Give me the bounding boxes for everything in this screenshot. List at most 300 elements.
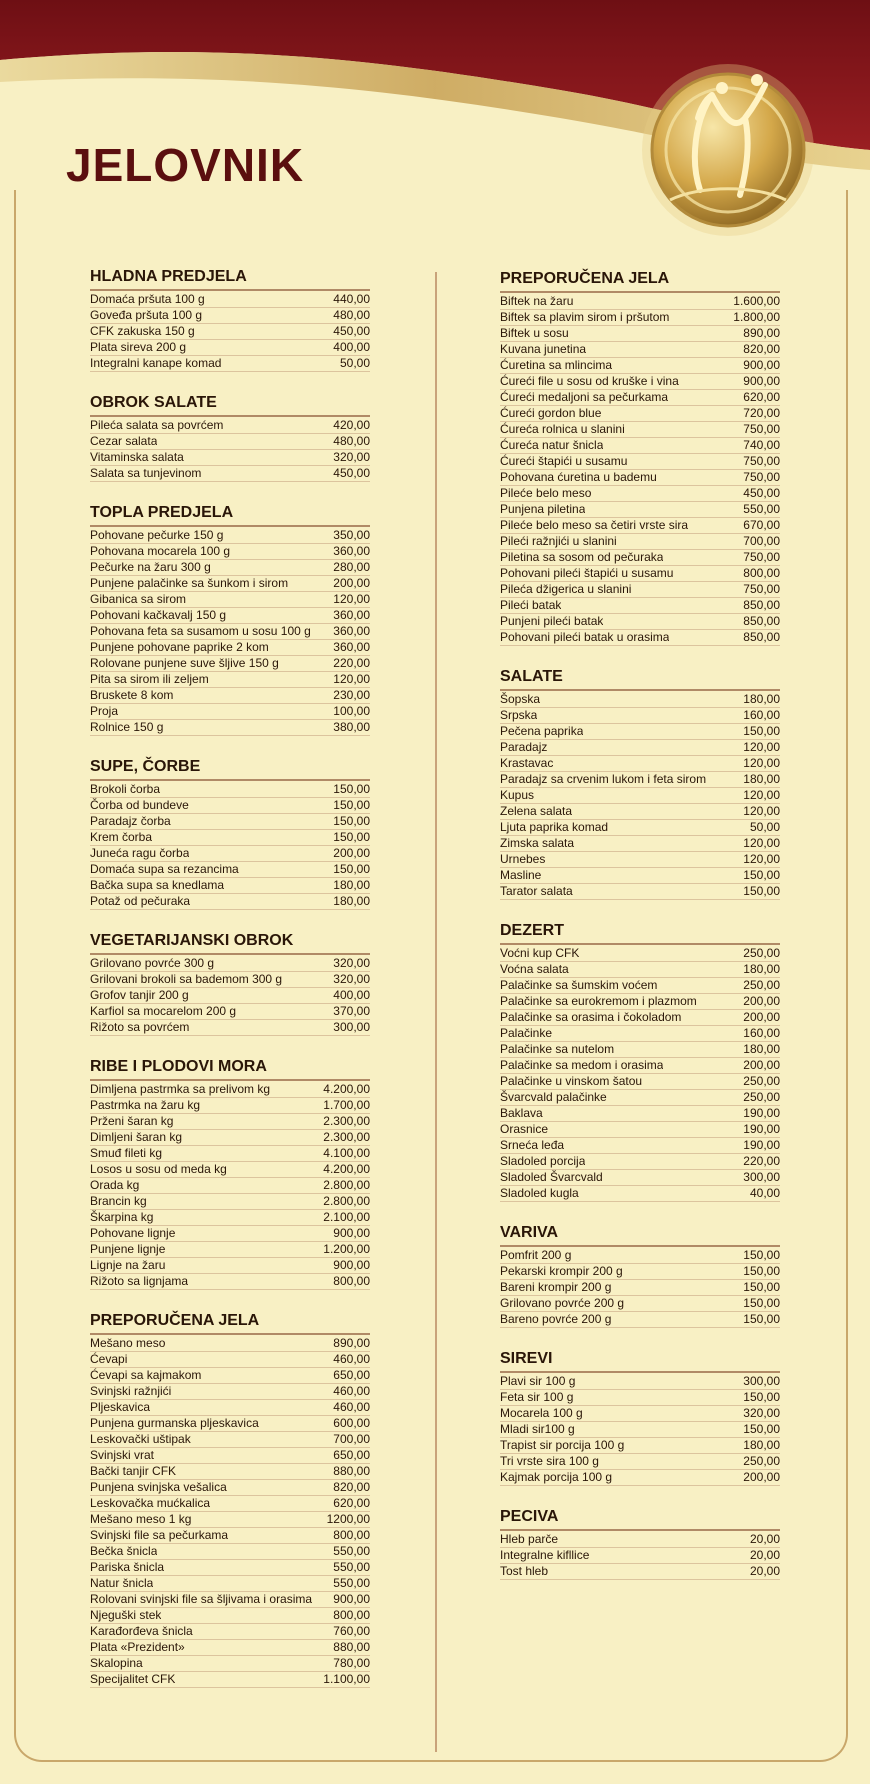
menu-section-obrok-salate [90, 394, 370, 482]
menu-item-price: 750,00 [743, 582, 780, 596]
menu-item-name: Losos u sosu od meda kg [90, 1162, 227, 1176]
menu-section-supe-corbe [90, 758, 370, 910]
menu-item-price: 850,00 [743, 598, 780, 612]
menu-item [90, 1258, 370, 1274]
menu-item [90, 1352, 370, 1368]
menu-item-name: Pileća džigerica u slanini [500, 582, 632, 596]
menu-item-name: Pohovani pileći štapići u susamu [500, 566, 674, 580]
menu-item-name: Karađorđeva šnicla [90, 1624, 193, 1638]
menu-item [500, 1532, 780, 1548]
menu-item-price: 800,00 [333, 1608, 370, 1622]
menu-item [90, 704, 370, 720]
menu-item-name: Rolovani svinjski file sa šljivama i orasima [90, 1592, 313, 1606]
menu-item-price: 120,00 [743, 836, 780, 850]
menu-item-price: 150,00 [743, 1296, 780, 1310]
menu-item-price: 4.200,00 [323, 1162, 370, 1176]
menu-item-price: 320,00 [743, 1406, 780, 1420]
menu-section-topla-predjela [90, 504, 370, 736]
menu-item-name: Ljuta paprika komad [500, 820, 609, 834]
menu-item [90, 688, 370, 704]
menu-item [90, 1226, 370, 1242]
menu-item-name: Skalopina [90, 1656, 143, 1670]
menu-item [500, 422, 780, 438]
menu-item-name: Bareni krompir 200 g [500, 1280, 612, 1294]
menu-item-name: Sladoled porcija [500, 1154, 586, 1168]
menu-item-price: 800,00 [333, 1274, 370, 1288]
menu-item-name: Smuđ fileti kg [90, 1146, 163, 1160]
menu-item-price: 480,00 [333, 308, 370, 322]
menu-item-price: 1.600,00 [733, 294, 780, 308]
menu-item [500, 614, 780, 630]
menu-item-name: Pohovana ćuretina u bademu [500, 470, 657, 484]
menu-item [500, 1454, 780, 1470]
menu-item-price: 820,00 [333, 1480, 370, 1494]
menu-item-price: 200,00 [333, 576, 370, 590]
menu-item-price: 200,00 [743, 1010, 780, 1024]
menu-item-name: Grilovani brokoli sa bademom 300 g [90, 972, 283, 986]
menu-item [500, 566, 780, 582]
menu-item [500, 1438, 780, 1454]
menu-section-sirevi [500, 1350, 780, 1486]
menu-item-name: Palačinke [500, 1026, 553, 1040]
menu-item-price: 760,00 [333, 1624, 370, 1638]
menu-item [90, 324, 370, 340]
menu-item-price: 620,00 [333, 1496, 370, 1510]
menu-item [90, 1130, 370, 1146]
menu-item [500, 1074, 780, 1090]
menu-item-name: Čorba od bundeve [90, 798, 189, 812]
menu-item-price: 850,00 [743, 614, 780, 628]
menu-item-name: Bruskete 8 kom [90, 688, 174, 702]
menu-item-name: Bareno povrće 200 g [500, 1312, 612, 1326]
menu-item [90, 434, 370, 450]
menu-item-name: Rolovane punjene suve šljive 150 g [90, 656, 279, 670]
menu-section-preporucena-jela [90, 1312, 370, 1688]
menu-item [500, 740, 780, 756]
menu-item-name: Plavi sir 100 g [500, 1374, 576, 1388]
menu-item-name: Bačka supa sa knedlama [90, 878, 225, 892]
menu-item [500, 962, 780, 978]
menu-item-name: Kupus [500, 788, 535, 802]
menu-item-name: Pohovane lignje [90, 1226, 176, 1240]
section-title: RIBE I PLODOVI MORA [90, 1058, 370, 1081]
menu-item-name: Goveđa pršuta 100 g [90, 308, 203, 322]
menu-item-price: 450,00 [743, 486, 780, 500]
menu-item-price: 190,00 [743, 1122, 780, 1136]
menu-section-salate [500, 668, 780, 900]
menu-item [500, 1470, 780, 1486]
menu-item-price: 360,00 [333, 544, 370, 558]
menu-item-price: 120,00 [743, 804, 780, 818]
menu-item-price: 300,00 [743, 1170, 780, 1184]
menu-item [500, 310, 780, 326]
menu-item-name: Integralni kanape komad [90, 356, 222, 370]
menu-section-peciva [500, 1508, 780, 1580]
menu-section-vegetarijanski-obrok [90, 932, 370, 1036]
section-title: PECIVA [500, 1508, 780, 1531]
section-title: DEZERT [500, 922, 780, 945]
menu-item-name: Punjena piletina [500, 502, 586, 516]
menu-item [90, 1416, 370, 1432]
menu-item [500, 1058, 780, 1074]
menu-item-price: 2.800,00 [323, 1194, 370, 1208]
menu-item [500, 1170, 780, 1186]
menu-section-preporucena-jela [500, 270, 780, 646]
menu-item [90, 1004, 370, 1020]
menu-item-name: Vitaminska salata [90, 450, 184, 464]
section-title: OBROK SALATE [90, 394, 370, 417]
menu-item-price: 1200,00 [326, 1512, 370, 1526]
menu-item [90, 894, 370, 910]
menu-item-price: 150,00 [743, 1422, 780, 1436]
menu-item-price: 880,00 [333, 1640, 370, 1654]
menu-item-price: 190,00 [743, 1106, 780, 1120]
menu-item [500, 836, 780, 852]
menu-item-price: 890,00 [743, 326, 780, 340]
menu-item-name: Potaž od pečuraka [90, 894, 191, 908]
menu-item-price: 650,00 [333, 1368, 370, 1382]
menu-item-price: 200,00 [333, 846, 370, 860]
menu-item-name: Srpska [500, 708, 538, 722]
menu-item-name: Punjena gurmanska pljeskavica [90, 1416, 259, 1430]
menu-item-price: 550,00 [333, 1576, 370, 1590]
menu-item-name: Orasnice [500, 1122, 549, 1136]
menu-item-name: CFK zakuska 150 g [90, 324, 195, 338]
menu-item-price: 550,00 [743, 502, 780, 516]
menu-item-name: Palačinke sa medom i orasima [500, 1058, 664, 1072]
menu-item [500, 772, 780, 788]
menu-item-name: Biftek u sosu [500, 326, 569, 340]
menu-item-price: 750,00 [743, 470, 780, 484]
menu-item-price: 350,00 [333, 528, 370, 542]
menu-item-name: Masline [500, 868, 542, 882]
menu-item-name: Šopska [500, 692, 541, 706]
menu-item-name: Mešano meso [90, 1336, 166, 1350]
menu-item-price: 360,00 [333, 608, 370, 622]
menu-item [500, 374, 780, 390]
menu-item [500, 630, 780, 646]
menu-item-price: 120,00 [743, 756, 780, 770]
menu-item-price: 180,00 [743, 1438, 780, 1452]
menu-item [90, 1146, 370, 1162]
menu-item [500, 1106, 780, 1122]
menu-item-price: 900,00 [333, 1226, 370, 1240]
menu-item [500, 1138, 780, 1154]
section-title: PREPORUČENA JELA [90, 1312, 370, 1335]
menu-item-name: Njeguški stek [90, 1608, 162, 1622]
menu-item [90, 1608, 370, 1624]
menu-item [90, 1368, 370, 1384]
menu-item-price: 1.800,00 [733, 310, 780, 324]
menu-item-price: 750,00 [743, 422, 780, 436]
menu-item [90, 450, 370, 466]
menu-item-name: Bački tanjir CFK [90, 1464, 177, 1478]
menu-item [90, 862, 370, 878]
menu-item-name: Integralne kifllice [500, 1548, 590, 1562]
menu-item-name: Brancin kg [90, 1194, 147, 1208]
menu-item [500, 534, 780, 550]
menu-item-price: 20,00 [749, 1548, 780, 1562]
menu-item-price: 150,00 [333, 814, 370, 828]
menu-item-price: 200,00 [743, 1470, 780, 1484]
menu-item-name: Punjene pohovane paprike 2 kom [90, 640, 269, 654]
menu-item-price: 150,00 [333, 830, 370, 844]
menu-item [90, 1400, 370, 1416]
menu-left-column [90, 268, 370, 1710]
menu-item-name: Dimljena pastrmka sa prelivom kg [90, 1082, 271, 1096]
menu-item [500, 788, 780, 804]
menu-item-price: 4.100,00 [323, 1146, 370, 1160]
menu-item-price: 880,00 [333, 1464, 370, 1478]
menu-item-price: 900,00 [333, 1258, 370, 1272]
menu-item [500, 978, 780, 994]
menu-item-price: 320,00 [333, 972, 370, 986]
menu-item-name: Ćuretina sa mlincima [500, 358, 613, 372]
menu-item-price: 250,00 [743, 978, 780, 992]
menu-item-price: 150,00 [743, 1390, 780, 1404]
menu-item [90, 640, 370, 656]
menu-item [500, 708, 780, 724]
menu-item [500, 884, 780, 900]
menu-section-dezert [500, 922, 780, 1202]
menu-item-price: 480,00 [333, 434, 370, 448]
menu-item [90, 1512, 370, 1528]
menu-item [500, 1090, 780, 1106]
menu-item-name: Leskovačka mućkalica [90, 1496, 211, 1510]
menu-item [90, 1656, 370, 1672]
menu-item-price: 360,00 [333, 624, 370, 638]
menu-item-name: Voćna salata [500, 962, 569, 976]
menu-item [500, 470, 780, 486]
menu-item [90, 972, 370, 988]
menu-item-name: Punjeni pileći batak [500, 614, 604, 628]
menu-item-name: Škarpina kg [90, 1210, 154, 1224]
menu-item-price: 400,00 [333, 340, 370, 354]
menu-item-name: Krastavac [500, 756, 554, 770]
menu-item-price: 300,00 [333, 1020, 370, 1034]
menu-item-price: 180,00 [743, 772, 780, 786]
column-divider [435, 272, 437, 1752]
menu-item [500, 1264, 780, 1280]
menu-item [90, 1178, 370, 1194]
menu-item [90, 466, 370, 482]
menu-item [90, 830, 370, 846]
menu-item-name: Grilovano povrće 200 g [500, 1296, 625, 1310]
menu-item-price: 50,00 [749, 820, 780, 834]
menu-item-price: 20,00 [749, 1564, 780, 1578]
menu-item-name: Ćureći file u sosu od kruške i vina [500, 374, 679, 388]
menu-item-price: 150,00 [743, 1248, 780, 1262]
menu-item [500, 724, 780, 740]
menu-item-name: Tarator salata [500, 884, 573, 898]
menu-item [90, 1384, 370, 1400]
menu-item-price: 900,00 [743, 374, 780, 388]
menu-item-name: Dimljeni šaran kg [90, 1130, 183, 1144]
menu-item [90, 1114, 370, 1130]
menu-item-name: Kajmak porcija 100 g [500, 1470, 613, 1484]
menu-item-price: 360,00 [333, 640, 370, 654]
menu-item-price: 750,00 [743, 454, 780, 468]
menu-item-price: 450,00 [333, 324, 370, 338]
menu-item [90, 1576, 370, 1592]
menu-item [500, 1186, 780, 1202]
menu-item-name: Pohovana feta sa susamom u sosu 100 g [90, 624, 311, 638]
menu-item-price: 820,00 [743, 342, 780, 356]
menu-item-name: Salata sa tunjevinom [90, 466, 202, 480]
menu-item [500, 1564, 780, 1580]
menu-item-price: 320,00 [333, 956, 370, 970]
menu-item-price: 420,00 [333, 418, 370, 432]
menu-item-price: 150,00 [743, 1264, 780, 1278]
menu-item-name: Karfiol sa mocarelom 200 g [90, 1004, 237, 1018]
menu-item-name: Pohovana mocarela 100 g [90, 544, 231, 558]
menu-item [90, 720, 370, 736]
menu-item-name: Paradajz čorba [90, 814, 171, 828]
menu-item [500, 486, 780, 502]
menu-item-name: Zelena salata [500, 804, 573, 818]
menu-item [90, 656, 370, 672]
menu-item-price: 700,00 [333, 1432, 370, 1446]
menu-item-name: Hleb parče [500, 1532, 559, 1546]
menu-item-name: Punjene palačinke sa šunkom i sirom [90, 576, 289, 590]
menu-item [90, 1020, 370, 1036]
menu-item [500, 582, 780, 598]
menu-item-name: Proja [90, 704, 119, 718]
menu-item-name: Pljeskavica [90, 1400, 151, 1414]
menu-item [90, 608, 370, 624]
menu-item-price: 250,00 [743, 946, 780, 960]
menu-item [500, 390, 780, 406]
menu-item-price: 320,00 [333, 450, 370, 464]
menu-item [500, 598, 780, 614]
menu-item-name: Voćni kup CFK [500, 946, 580, 960]
menu-item [90, 1210, 370, 1226]
menu-item [500, 1548, 780, 1564]
menu-item [90, 1448, 370, 1464]
menu-item-name: Pariska šnicla [90, 1560, 165, 1574]
menu-item-price: 180,00 [743, 1042, 780, 1056]
menu-item [500, 294, 780, 310]
menu-item-price: 120,00 [333, 672, 370, 686]
menu-item-name: Piletina sa sosom od pečuraka [500, 550, 664, 564]
menu-item [500, 326, 780, 342]
menu-item-name: Ćureća natur šnicla [500, 438, 604, 452]
menu-item-name: Baklava [500, 1106, 543, 1120]
menu-item [90, 1528, 370, 1544]
menu-item-name: Domaća supa sa rezancima [90, 862, 239, 876]
menu-item [90, 340, 370, 356]
menu-item-name: Biftek sa plavim sirom i pršutom [500, 310, 670, 324]
menu-item [90, 878, 370, 894]
menu-item-name: Paradajz sa crvenim lukom i feta sirom [500, 772, 707, 786]
menu-item [90, 1672, 370, 1688]
menu-item-price: 150,00 [743, 884, 780, 898]
menu-item-price: 370,00 [333, 1004, 370, 1018]
menu-item-price: 300,00 [743, 1374, 780, 1388]
menu-item-price: 180,00 [743, 962, 780, 976]
menu-item [500, 1026, 780, 1042]
menu-item-price: 460,00 [333, 1400, 370, 1414]
menu-item [90, 1624, 370, 1640]
menu-item-name: Ćureći štapići u susamu [500, 454, 628, 468]
menu-item [500, 358, 780, 374]
menu-item-price: 230,00 [333, 688, 370, 702]
menu-item-price: 160,00 [743, 708, 780, 722]
menu-item-name: Svinjski vrat [90, 1448, 155, 1462]
menu-item-name: Ćureći gordon blue [500, 406, 602, 420]
menu-item-price: 220,00 [743, 1154, 780, 1168]
menu-right-column [500, 270, 780, 1602]
menu-item-price: 890,00 [333, 1336, 370, 1350]
menu-item-price: 700,00 [743, 534, 780, 548]
menu-item [90, 528, 370, 544]
menu-item-price: 1.200,00 [323, 1242, 370, 1256]
menu-item [90, 544, 370, 560]
menu-item-price: 1.700,00 [323, 1098, 370, 1112]
menu-item-price: 220,00 [333, 656, 370, 670]
menu-item-name: Srneća leđa [500, 1138, 565, 1152]
menu-item-name: Mocarela 100 g [500, 1406, 583, 1420]
menu-item [500, 1248, 780, 1264]
menu-item [500, 756, 780, 772]
menu-item-name: Pohovani pileći batak u orasima [500, 630, 670, 644]
menu-item-price: 550,00 [333, 1544, 370, 1558]
menu-item-name: Leskovački uštipak [90, 1432, 191, 1446]
menu-item-name: Pekarski krompir 200 g [500, 1264, 623, 1278]
menu-item-name: Biftek na žaru [500, 294, 574, 308]
menu-item [90, 1544, 370, 1560]
section-title: SIREVI [500, 1350, 780, 1373]
menu-item [500, 1312, 780, 1328]
menu-item-price: 750,00 [743, 550, 780, 564]
menu-item [90, 1640, 370, 1656]
menu-item [90, 1194, 370, 1210]
menu-item-price: 40,00 [749, 1186, 780, 1200]
menu-item-price: 2.800,00 [323, 1178, 370, 1192]
section-title: VEGETARIJANSKI OBROK [90, 932, 370, 955]
menu-item-price: 440,00 [333, 292, 370, 306]
menu-item-price: 190,00 [743, 1138, 780, 1152]
menu-item-price: 150,00 [333, 782, 370, 796]
menu-item [500, 804, 780, 820]
menu-item-name: Palačinke sa orasima i čokoladom [500, 1010, 682, 1024]
menu-item-name: Pileći batak [500, 598, 562, 612]
menu-item-price: 2.100,00 [323, 1210, 370, 1224]
menu-item-name: Palačinke sa eurokremom i plazmom [500, 994, 697, 1008]
menu-item-name: Mladi sir100 g [500, 1422, 575, 1436]
menu-item [90, 308, 370, 324]
menu-item-name: Specijalitet CFK [90, 1672, 176, 1686]
menu-item-name: Tost hleb [500, 1564, 549, 1578]
menu-item-price: 460,00 [333, 1384, 370, 1398]
menu-item [90, 1162, 370, 1178]
menu-item-name: Mešano meso 1 kg [90, 1512, 192, 1526]
menu-item-name: Brokoli čorba [90, 782, 161, 796]
menu-item [500, 692, 780, 708]
menu-item-name: Natur šnicla [90, 1576, 154, 1590]
menu-item [90, 1560, 370, 1576]
menu-item-price: 200,00 [743, 1058, 780, 1072]
menu-item-name: Bečka šnicla [90, 1544, 158, 1558]
menu-item-price: 120,00 [743, 788, 780, 802]
menu-item-name: Švarcvald palačinke [500, 1090, 607, 1104]
menu-item [500, 820, 780, 836]
menu-item-price: 380,00 [333, 720, 370, 734]
menu-item-name: Domaća pršuta 100 g [90, 292, 205, 306]
menu-item [90, 576, 370, 592]
menu-item-price: 180,00 [333, 894, 370, 908]
menu-item-price: 460,00 [333, 1352, 370, 1366]
